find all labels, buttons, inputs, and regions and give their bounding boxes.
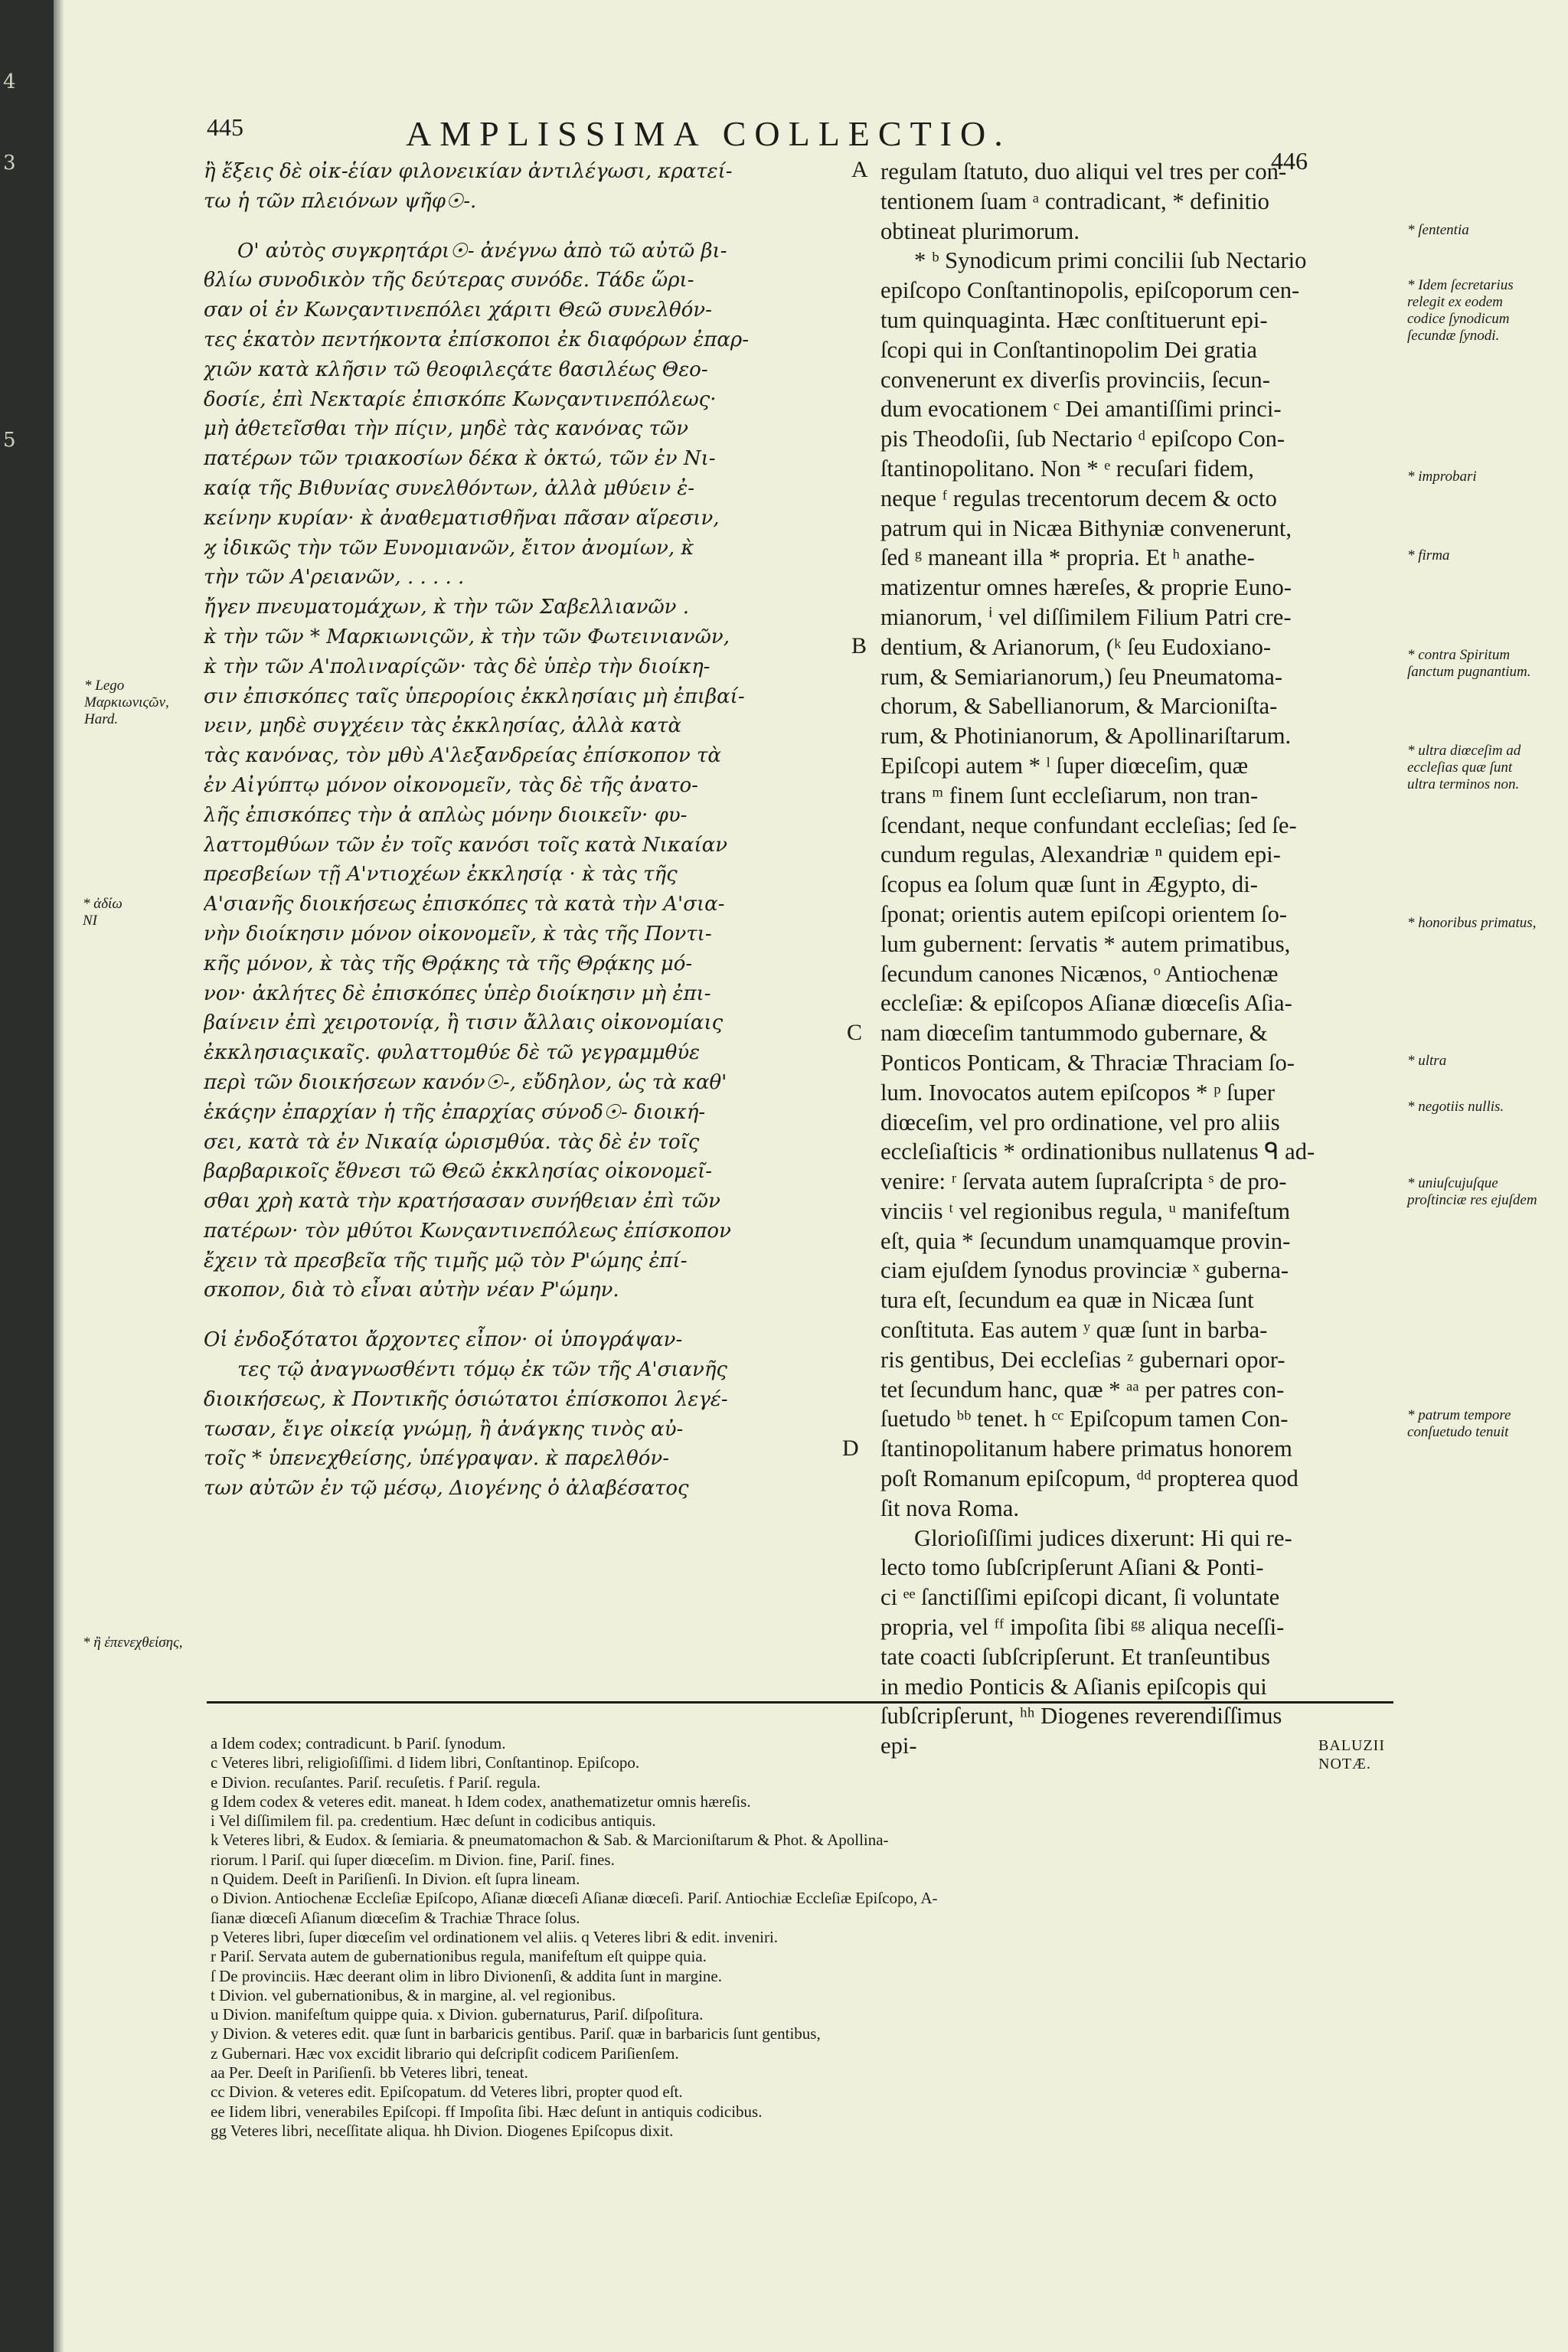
text-line: eccleſiæ: & epiſcopos Aſianæ diœceſis Aſia- xyxy=(880,990,1292,1017)
text-line: ciam ejuſdem ſynodus provinciæ ˣ guberna- xyxy=(880,1257,1289,1284)
text-line: κείνην κυρίαν· κ̀ ἀναθεματισθῆναι πᾶσαν αἵρεσιν, xyxy=(204,506,720,530)
text-line: mianorum, ⁱ vel diſſimilem Filium Patri cre- xyxy=(880,603,1292,630)
left-page-number: 445 xyxy=(207,113,243,141)
text-line: τοῖς * ὑπενεχθείσης, ὑπέγραψαν. κ̀ παρελθόν- xyxy=(204,1447,669,1471)
text-line: πρεσβείων τῇ Α'ντιοχέων ἐκκλησίᾳ · κ̀ τὰς τῆς xyxy=(204,863,678,887)
gutter-mark: 5 xyxy=(3,429,16,452)
latin-text-column xyxy=(880,157,1401,1761)
text-line: πατέρων· τὸν μθύτοι Κωνςαντινεπόλεως ἐπίσκοπον xyxy=(204,1219,731,1243)
text-line: z Gubernari. Hæc vox excidit librario qui deſcripſit codicem Pariſienſem. xyxy=(211,2043,679,2063)
left-margin-note: * Lego Μαρκιωνιςῶν, Hard. xyxy=(84,678,169,727)
text-line: ſubſcripſerunt, ʰʰ Diogenes reverendiſſimus xyxy=(880,1703,1282,1730)
text-line: cundum regulas, Alexandriæ ⁿ quidem epi- xyxy=(880,841,1281,868)
text-line: Οἱ ἐνδοξότατοι ἄρχοντες εἶπον· οἱ ὑπογράψαν- xyxy=(204,1328,683,1352)
text-line: ἔχειν τὰ πρεσβεῖα τῆς τιμῆς μῷ τὸν Ρ'ώμης ἐπί- xyxy=(204,1249,688,1272)
text-line: ſit nova Roma. xyxy=(880,1494,1019,1521)
text-line: ἑκάςην ἐπαρχίαν ἡ τῆς ἐπαρχίας σύνοδ☉- διοική- xyxy=(204,1100,706,1124)
text-line: δοσίε, ἐπὶ Νεκταρίε ἐπισκόπε Κωνςαντινεπόλεως· xyxy=(204,387,717,411)
text-line: epiſcopo Conſtantinopolis, epiſcoporum cen- xyxy=(880,277,1300,304)
right-page-number: 446 xyxy=(1271,147,1308,175)
text-line: νὴν διοίκησιν μόνον οἰκονομεῖν, κ̀ τὰς τῆς Ποντι- xyxy=(204,922,712,946)
text-line: g Idem codex & veteres edit. maneat. h Idem codex, anathematizetur omnis hæreſis. xyxy=(211,1792,751,1811)
right-margin-note: * honoribus primatus, xyxy=(1407,915,1537,931)
text-line: περὶ τῶν διοικήσεων κανόν☉-, εὔδηλον, ὡς τὰ καθ' xyxy=(204,1070,727,1094)
text-line: lecto tomo ſubſcripſerunt Aſiani & Ponti- xyxy=(880,1554,1264,1581)
section-marker-a: A xyxy=(851,157,868,182)
text-line: χιῶν κατὰ κλῆσιν τῶ θεοφιλεςάτε ϐασιλέως Θεο- xyxy=(204,358,708,381)
text-line: τω ἡ τῶν πλειόνων ψῆφ☉-. xyxy=(204,189,477,213)
text-line: dentium, & Arianorum, (ᵏ ſeu Eudoxiano- xyxy=(880,633,1272,660)
text-line: ris gentibus, Dei eccleſias ᶻ gubernari opor- xyxy=(880,1346,1285,1373)
text-line: σει, κατὰ τὰ ἐν Νικαίᾳ ὡρισμθύα. τὰς δὲ ἐν τοῖς xyxy=(204,1130,700,1154)
right-margin-note: * ultra diœceſim ad eccleſias quæ ſunt ultra terminos non. xyxy=(1407,743,1521,792)
text-line: venire: ʳ ſervata autem ſupraſcripta ˢ de pro- xyxy=(880,1168,1287,1195)
text-line: patrum qui in Nicæa Bithyniæ convenerunt, xyxy=(880,514,1292,541)
text-line: βαρβαρικοῖς ἔθνεσι τῶ Θεῶ ἐκκλησίας οἰκονομεῖ- xyxy=(204,1160,713,1184)
text-line: τὰς κανόνας, τὸν μθὺ Α'λεξανδρείας ἐπίσκοπον τὰ xyxy=(204,744,721,768)
text-line: τες τῷ ἀναγνωσθέντι τόμῳ ἐκ τῶν τῆς Α'σιανῆς xyxy=(237,1358,727,1382)
text-line: y Divion. & veteres edit. quæ ſunt in barbaricis gentibus. Pariſ. quæ in barbaricis ſunt gentibus, xyxy=(211,2024,821,2043)
text-line: ſed ᵍ maneant illa * propria. Et ʰ anathe- xyxy=(880,544,1255,571)
right-margin-note: * ultra xyxy=(1407,1053,1447,1069)
paragraph-gap xyxy=(204,1305,839,1325)
text-line: e Divion. recuſantes. Pariſ. recuſetis. f Pariſ. regula. xyxy=(211,1772,541,1792)
book-gutter xyxy=(0,0,54,2352)
right-margin-note: * patrum tempore conſuetudo tenuit xyxy=(1407,1407,1511,1440)
text-line: ſponat; orientis autem epiſcopi orientem ſo- xyxy=(880,900,1287,927)
text-line: tum quinquaginta. Hæc conſtituerunt epi- xyxy=(880,306,1268,333)
text-line: ſecundum canones Nicænos, ᵒ Antiochenæ xyxy=(880,960,1279,987)
text-line: των αὐτῶν ἐν τῷ μέσῳ, Διογένης ὁ ἀλαβέσατος xyxy=(204,1477,689,1501)
book-page xyxy=(77,0,1554,2352)
text-line: rum, & Semiarianorum,) ſeu Pneumatoma- xyxy=(880,663,1283,690)
text-line: eſt, quia * ſecundum unamquamque provin- xyxy=(880,1227,1291,1254)
baluzii-label-line: BALUZII xyxy=(1318,1737,1385,1754)
text-line: ἐν Αἰγύπτῳ μόνον οἰκονομεῖν, τὰς δὲ τῆς ἀνατο- xyxy=(204,773,698,797)
text-line: k Veteres libri, & Eudox. & ſemiaria. & pneumatomachon & Sab. & Marcioniſtarum & Phot. & Apollina- xyxy=(211,1831,889,1850)
paragraph-gap xyxy=(204,217,839,237)
text-line: t Divion. vel gubernationibus, & in margine, al. vel regionibus. xyxy=(211,1985,616,2004)
text-line: tentionem ſuam ᵃ contradicant, * definitio xyxy=(880,188,1269,214)
text-line: λαττομθύων τῶν ἐν τοῖς κανόσι τοῖς κατὰ Νικαίαν xyxy=(204,833,728,857)
text-line: rum, & Photinianorum, & Apollinariſtarum. xyxy=(880,723,1292,750)
left-margin-note: * ἀδίω ΝΙ xyxy=(83,896,122,929)
right-margin-note: * contra Spiritum ſanctum pugnantium. xyxy=(1407,647,1531,680)
text-line: gg Veteres libri, neceſſitate aliqua. hh Divion. Diogenes Epiſcopus dixit. xyxy=(211,2121,674,2140)
text-line: tet ſecundum hanc, quæ * ᵃᵃ per patres con- xyxy=(880,1376,1285,1403)
text-line: i Vel diſſimilem fil. pa. credentium. Hæc deſunt in codicibus antiquis. xyxy=(211,1811,656,1831)
text-line: σαν οἱ ἐν Κωνςαντινεπόλει χάριτι Θεῶ συνελθόν- xyxy=(204,299,712,322)
text-line: ſuetudo ᵇᵇ tenet. h ᶜᶜ Epiſcopum tamen Con- xyxy=(880,1406,1289,1432)
text-line: matizentur omnes hæreſes, & proprie Euno- xyxy=(880,574,1292,601)
text-line: aa Per. Deeſt in Pariſienſi. bb Veteres libri, teneat. xyxy=(211,2063,528,2082)
text-line: in medio Ponticis & Aſianis epiſcopis qui xyxy=(880,1673,1267,1700)
text-line: τὴν τῶν Α'ρειανῶν, . . . . . xyxy=(204,566,465,590)
text-line: κ̀ τὴν τῶν * Μαρκιωνιςῶν, κ̀ τὴν τῶν Φωτεινιανῶν, xyxy=(204,625,730,648)
right-margin-note: * uniuſcujuſque proſtinciæ res ejuſdem xyxy=(1407,1175,1537,1208)
section-marker-b: B xyxy=(851,633,867,658)
text-line: Glorioſiſſimi judices dixerunt: Hi qui re- xyxy=(914,1524,1292,1551)
text-line: ee Iidem libri, venerabiles Epiſcopi. ff Impoſita ſibi. Hæc deſunt in antiquis codicibus. xyxy=(211,2102,763,2121)
text-line: ci ᵉᵉ ſanctiſſimi epiſcopi dicant, ſi voluntate xyxy=(880,1584,1280,1611)
text-line: νειν, μηδὲ συγχέειν τὰς ἐκκλησίας, ἀλλὰ κατὰ xyxy=(204,714,681,738)
text-line: p Veteres libri, ſuper diœceſim vel ordinationem vel aliis. q Veteres libri & edit. inveniri. xyxy=(211,1927,779,1946)
text-line: τες ἑκατὸν πεντήκοντα ἐπίσκοποι ἐκ διαφόρων ἐπαρ- xyxy=(204,328,749,351)
text-line: regulam ſtatuto, duo aliqui vel tres per con- xyxy=(880,158,1287,185)
text-line: ſianæ diœceſi Aſianum diœceſim & Trachiæ Thrace ſolus. xyxy=(211,1908,580,1927)
text-line: convenerunt ex diverſis provinciis, ſecun- xyxy=(880,366,1270,393)
text-line: pis Theodoſii, ſub Nectario ᵈ epiſcopo Con- xyxy=(880,426,1285,452)
text-line: chorum, & Sabellianorum, & Marcioniſta- xyxy=(880,693,1278,720)
text-line: σκοπον, διὰ τὸ εἶναι αὐτὴν νέαν Ρ'ώμην. xyxy=(204,1279,619,1302)
right-margin-note: * negotiis nullis. xyxy=(1407,1099,1504,1115)
running-title: AMPLISSIMA COLLECTIO. xyxy=(406,114,1011,153)
footnotes xyxy=(211,1734,1390,2141)
text-line: tura eſt, ſecundum ea quæ in Nicæa ſunt xyxy=(880,1287,1254,1314)
right-margin-note: * ſententia xyxy=(1407,222,1469,238)
text-line: conſtituta. Eas autem ʸ quæ ſunt in barba- xyxy=(880,1317,1268,1344)
text-line: u Divion. manifeſtum quippe quia. x Divion. gubernaturus, Pariſ. diſpoſitura. xyxy=(211,2005,704,2024)
gutter-shadow xyxy=(54,0,64,2352)
text-line: ϐλίω συνοδικὸν τῆς δεύτερας συνόδε. Τάδε ὥρι- xyxy=(204,269,694,292)
text-line: σθαι χρὴ κατὰ τὴν κρατήσασαν συνήθειαν ἐπὶ τῶν xyxy=(204,1190,720,1214)
text-line: c Veteres libri, religioſiſſimi. d Iidem libri, Conſtantinop. Epiſcopo. xyxy=(211,1753,640,1772)
text-line: ſtantinopolitanum habere primatus honorem xyxy=(880,1436,1292,1462)
text-line: epi- xyxy=(880,1733,917,1759)
text-line: ἢ ἔξεις δὲ οἰκ-ἑίαν φιλονεικίαν ἀντιλέγωσι, κρατεί- xyxy=(204,160,733,183)
text-line: lum. Inovocatos autem epiſcopos * ᵖ ſuper xyxy=(880,1079,1276,1106)
text-line: νον· ἀκλήτες δὲ ἐπισκόπες ὑπὲρ διοίκησιν μὴ ἐπι- xyxy=(204,982,711,1005)
text-line: cc Divion. & veteres edit. Epiſcopatum. dd Veteres libri, propter quod eſt. xyxy=(211,2082,683,2102)
text-line: neque ᶠ regulas trecentorum decem & octo xyxy=(880,485,1277,511)
text-line: μὴ ἀθετεῖσθαι τὴν πίςιν, μηδὲ τὰς κανόνας τῶν xyxy=(204,417,689,441)
text-line: λῆς ἐπισκόπες τὴν ἀ απλὼς μόνην διοικεῖν· φυ- xyxy=(204,803,688,827)
gutter-mark: 3 xyxy=(3,152,16,175)
right-margin-note: * Idem ſecretarius relegit ex eodem codice ſynodicum ſecundæ ſynodi. xyxy=(1407,277,1514,344)
text-line: ἐκκλησιαςικαῖς. φυλαττομθύε δὲ τῶ γεγραμμθύε xyxy=(204,1041,701,1065)
text-line: Ο' αὐτὸς συγκρητάρι☉- ἀνέγνω ἀπὸ τῶ αὐτῶ βι- xyxy=(237,239,727,263)
left-margin-note: * ἢ ἐπενεχθείσης, xyxy=(83,1635,183,1651)
text-line: ſcopi qui in Conſtantinopolim Dei gratia xyxy=(880,336,1257,363)
text-line: διοικήσεως, κ̀ Ποντικῆς ὁσιώτατοι ἐπίσκοποι λεγέ- xyxy=(204,1387,728,1411)
text-line: βαίνειν ἐπὶ χειροτονίᾳ, ἢ τισιν ἄλλαις οἰκονομίαις xyxy=(204,1011,724,1035)
text-line: lum gubernent: ſervatis * autem primatibus, xyxy=(880,930,1291,957)
text-line: κῆς μόνον, κ̀ τὰς τῆς Θρᾴκης τὰ τῆς Θρᾴκης μό- xyxy=(204,952,693,975)
text-line: riorum. l Pariſ. qui ſuper diœceſim. m Divion. fine, Pariſ. fines. xyxy=(211,1850,615,1869)
text-line: κ̀ τὴν τῶν Α'πολιναρίςῶν· τὰς δὲ ὑπὲρ τὴν διοίκη- xyxy=(204,655,710,678)
text-line: Ponticos Ponticam, & Thraciæ Thraciam ſo- xyxy=(880,1049,1295,1076)
text-line: ϗ ἰδικῶς τὴν τῶν Ευνομιανῶν, ἔιτον ἀνομίων, κ̀ xyxy=(204,536,694,560)
text-line: ſcendant, neque confundant eccleſias; ſed ſe- xyxy=(880,812,1297,838)
text-line: vinciis ᵗ vel regionibus regula, ᵘ manifeſtum xyxy=(880,1197,1291,1224)
text-line: trans ᵐ finem ſunt eccleſiarum, non tran- xyxy=(880,782,1259,808)
text-line: Α'σιανῆς διοικήσεως ἐπισκόπες τὰ κατὰ τὴν Α'σια- xyxy=(204,893,725,916)
section-marker-d: D xyxy=(842,1436,859,1461)
text-line: poſt Romanum epiſcopum, ᵈᵈ propterea quod xyxy=(880,1465,1298,1492)
text-line: diœceſim, vel pro ordinatione, vel pro aliis xyxy=(880,1109,1280,1135)
footnote-divider xyxy=(207,1701,1393,1704)
text-line: eccleſiaſticis * ordinationibus nullatenus ᑫ ad- xyxy=(880,1138,1315,1165)
text-line: dum evocationem ᶜ Dei amantiſſimi princi- xyxy=(880,396,1282,423)
text-line: propria, vel ᶠᶠ impoſita ſibi ᵍᵍ aliqua neceſſi- xyxy=(880,1614,1285,1641)
text-line: n Quidem. Deeſt in Pariſienſi. In Divion. eſt ſupra lineam. xyxy=(211,1870,580,1889)
text-line: ſcopus ea ſolum quæ ſunt in Ægypto, di- xyxy=(880,871,1258,898)
text-line: ἤγεν πνευματομάχων, κ̀ τὴν τῶν Σαβελλιανῶν . xyxy=(204,596,690,619)
text-line: tate coacti ſubſcripſerunt. Et tranſeuntibus xyxy=(880,1643,1270,1670)
text-line: σιν ἐπισκόπες ταῖς ὑπερορίοις ἐκκλησίαις μὴ ἐπιβαί- xyxy=(204,684,745,708)
text-line: * ᵇ Synodicum primi concilii ſub Nectario xyxy=(914,247,1307,274)
greek-text-column xyxy=(204,157,839,1504)
baluzii-label-line: NOTÆ. xyxy=(1318,1756,1371,1772)
right-margin-note: * improbari xyxy=(1407,469,1477,485)
text-line: πατέρων τῶν τριακοσίων δέκα κ̀ ὀκτώ, τῶν ἐν Νι- xyxy=(204,447,716,471)
text-line: τωσαν, ἔιγε οἰκείᾳ γνώμῃ, ἢ ἀνάγκης τινὸς αὐ- xyxy=(204,1417,684,1441)
text-line: o Divion. Antiochenæ Eccleſiæ Epiſcopo, Aſianæ diœceſi Aſianæ diœceſi. Pariſ. Antiochiæ Eccleſiæ Epiſcopo, A- xyxy=(211,1889,938,1908)
text-line: obtineat plurimorum. xyxy=(880,217,1080,244)
text-line: ſtantinopolitano. Non * ᵉ recuſari fidem, xyxy=(880,455,1254,482)
text-line: ſ De provinciis. Hæc deerant olim in libro Divionenſi, & addita ſunt in margine. xyxy=(211,1966,722,1985)
text-line: Epiſcopi autem * ˡ ſuper diœceſim, quæ xyxy=(880,752,1249,779)
text-line: nam diœceſim tantummodo gubernare, & xyxy=(880,1020,1268,1047)
text-line: καίᾳ τῆς Βιθυνίας συνελθόντων, ἀλλὰ μθύειν ἐ- xyxy=(204,476,695,500)
section-marker-c: C xyxy=(847,1020,863,1045)
gutter-mark: 4 xyxy=(3,70,16,93)
text-line: r Pariſ. Servata autem de gubernationibus regula, manifeſtum eſt quippe quia. xyxy=(211,1947,707,1966)
right-margin-note: * firma xyxy=(1407,547,1450,564)
text-line: a Idem codex; contradicunt. b Pariſ. ſynodum. xyxy=(211,1734,506,1753)
